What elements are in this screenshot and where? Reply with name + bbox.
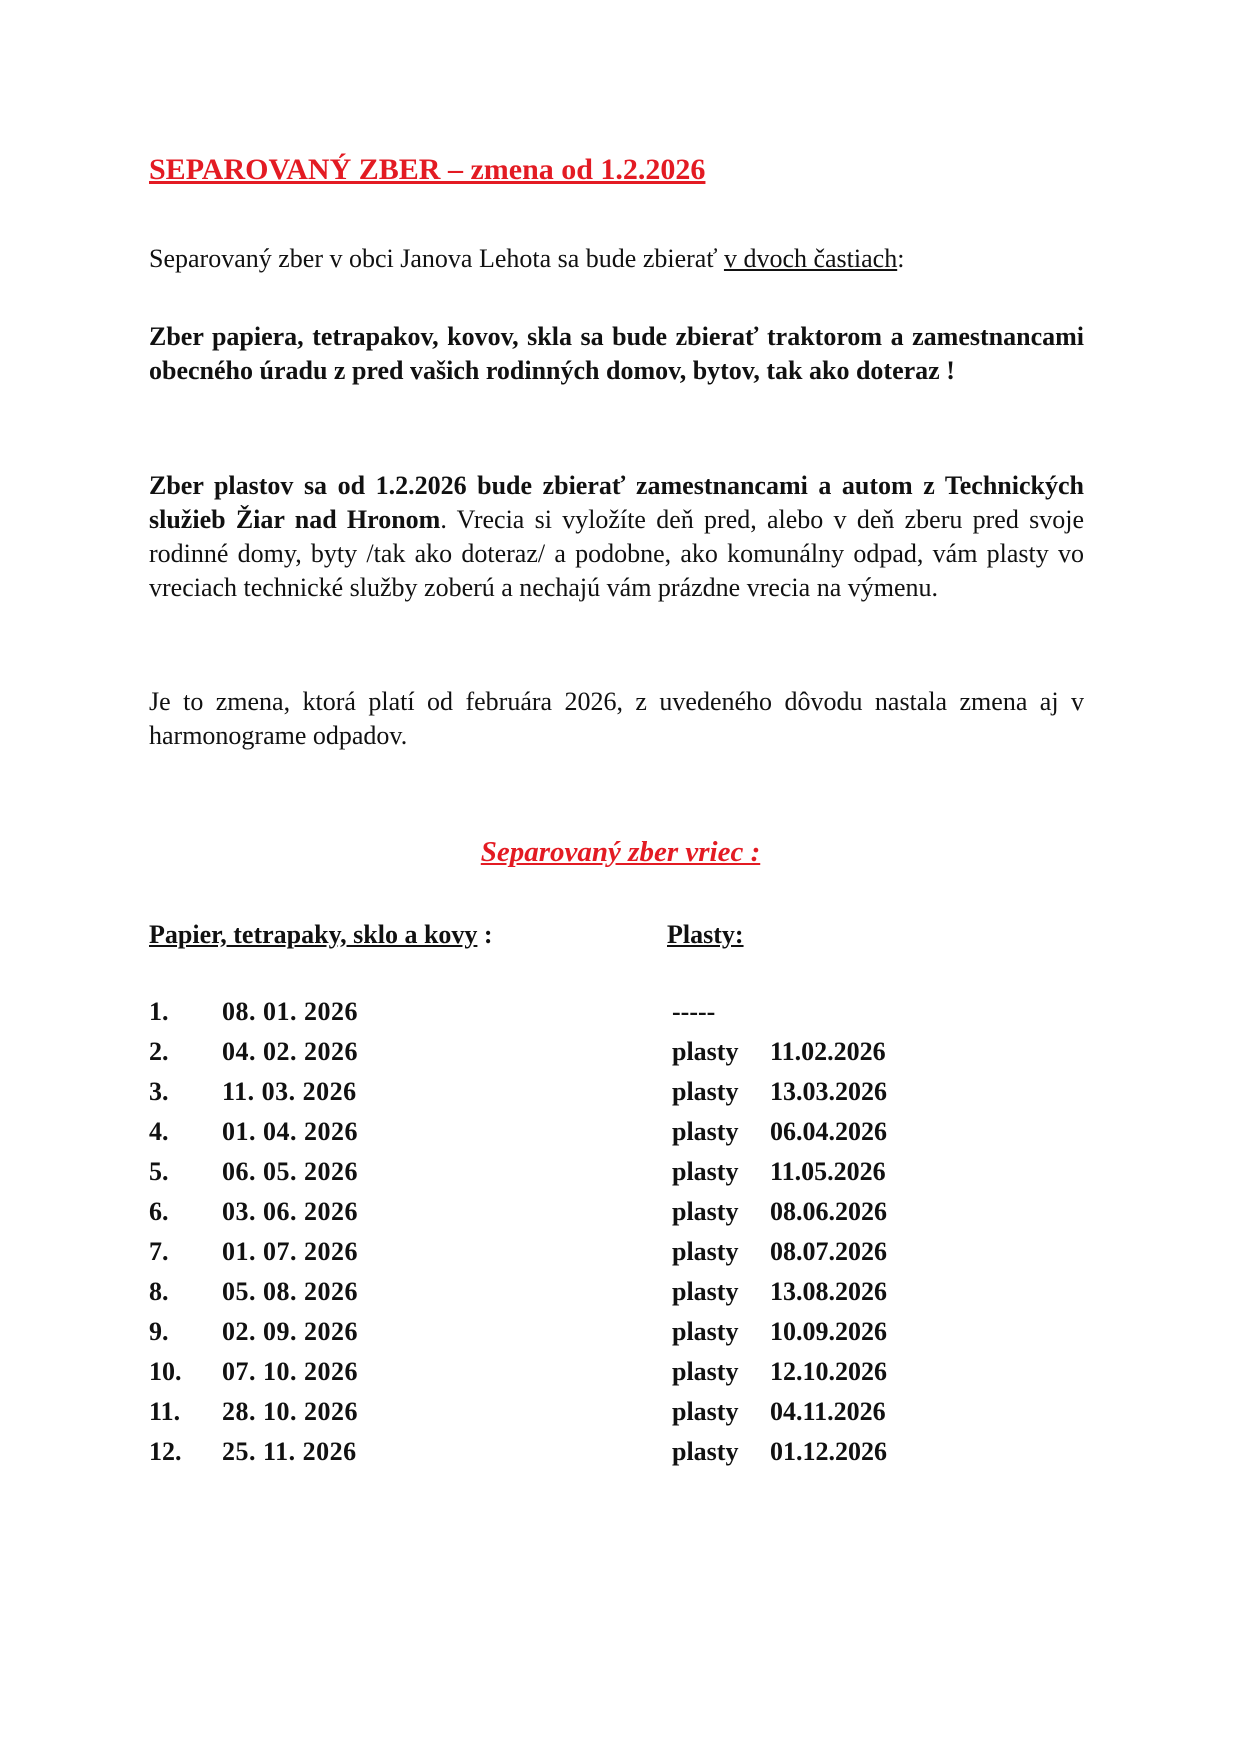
plastic-label: plasty bbox=[672, 1077, 739, 1106]
paper-column-header-suffix: : bbox=[477, 920, 493, 949]
change-note-paragraph: Je to zmena, ktorá platí od februára 2026, z uvedeného dôvodu nastala zmena aj v harmonograme odpadov. bbox=[149, 687, 1084, 750]
plastic-collection-date: 06.04.2026 bbox=[770, 1117, 887, 1146]
row-number: 3. bbox=[149, 1077, 169, 1106]
row-number: 12. bbox=[149, 1437, 182, 1466]
plastic-collection-date: 04.11.2026 bbox=[770, 1397, 886, 1426]
table-row bbox=[0, 997, 1241, 1037]
table-row bbox=[0, 1157, 1241, 1197]
paper-collection-date: 08. 01. 2026 bbox=[222, 997, 358, 1026]
plastic-collection-date: 13.03.2026 bbox=[770, 1077, 887, 1106]
plastics-collection-paragraph bbox=[149, 469, 1084, 605]
plastic-label: plasty bbox=[672, 1117, 739, 1146]
paper-column-header-text: Papier, tetrapaky, sklo a kovy bbox=[149, 920, 478, 949]
table-row bbox=[0, 1077, 1241, 1117]
plastic-collection-date: 10.09.2026 bbox=[770, 1317, 887, 1346]
plastic-label: plasty bbox=[672, 1277, 739, 1306]
plastic-label: plasty bbox=[672, 1397, 739, 1426]
no-plastic-collection-marker: ----- bbox=[672, 997, 716, 1026]
table-row bbox=[0, 1357, 1241, 1397]
paper-collection-date: 01. 07. 2026 bbox=[222, 1237, 358, 1266]
plastic-collection-date: 11.05.2026 bbox=[770, 1157, 886, 1186]
paper-collection-date: 01. 04. 2026 bbox=[222, 1117, 358, 1146]
plastic-label: plasty bbox=[672, 1317, 739, 1346]
intro-paragraph bbox=[149, 242, 1084, 276]
row-number: 9. bbox=[149, 1317, 169, 1346]
plastic-label: plasty bbox=[672, 1197, 739, 1226]
row-number: 4. bbox=[149, 1117, 169, 1146]
paper-collection-date: 11. 03. 2026 bbox=[222, 1077, 357, 1106]
plastics-bold-text: Zber plastov sa od 1.2.2026 bude zbierať zamestnancami a autom z Technických služieb Žiar nad Hronom bbox=[149, 471, 1084, 534]
paper-collection-date: 05. 08. 2026 bbox=[222, 1277, 358, 1306]
paper-collection-date: 06. 05. 2026 bbox=[222, 1157, 358, 1186]
paper-collection-date: 03. 06. 2026 bbox=[222, 1197, 358, 1226]
plastic-collection-date: 08.07.2026 bbox=[770, 1237, 887, 1266]
paper-collection-date: 25. 11. 2026 bbox=[222, 1437, 357, 1466]
intro-text: Separovaný zber v obci Janova Lehota sa bude zbierať bbox=[149, 244, 724, 273]
table-row bbox=[0, 1117, 1241, 1157]
schedule-table bbox=[0, 997, 1241, 1477]
plastic-label: plasty bbox=[672, 1237, 739, 1266]
plastics-column-header: Plasty: bbox=[667, 920, 744, 949]
paper-collection-date: 02. 09. 2026 bbox=[222, 1317, 358, 1346]
row-number: 10. bbox=[149, 1357, 182, 1386]
plastic-collection-date: 01.12.2026 bbox=[770, 1437, 887, 1466]
row-number: 11. bbox=[149, 1397, 181, 1426]
intro-underlined-text: v dvoch častiach bbox=[723, 244, 898, 273]
paper-collection-date: 04. 02. 2026 bbox=[222, 1037, 358, 1066]
plastic-collection-date: 12.10.2026 bbox=[770, 1357, 887, 1386]
plastic-collection-date: 08.06.2026 bbox=[770, 1197, 887, 1226]
plastic-label: plasty bbox=[672, 1037, 739, 1066]
paper-collection-date: 07. 10. 2026 bbox=[222, 1357, 358, 1386]
plastic-collection-date: 11.02.2026 bbox=[770, 1037, 886, 1066]
table-row bbox=[0, 1197, 1241, 1237]
plastic-label: plasty bbox=[672, 1437, 739, 1466]
table-row bbox=[0, 1437, 1241, 1477]
paper-column-header bbox=[149, 920, 493, 950]
table-row bbox=[0, 1237, 1241, 1277]
paper-collection-paragraph: Zber papiera, tetrapakov, kovov, skla sa bude zbierať traktorom a zamestnancami obecného úradu z pred vašich rodinných domov, bytov, tak ako doteraz ! bbox=[149, 322, 1084, 385]
row-number: 8. bbox=[149, 1277, 169, 1306]
intro-colon: : bbox=[897, 244, 905, 273]
plastics-normal-text: . Vrecia si vyložíte deň pred, alebo v deň zberu pred svoje rodinné domy, byty /tak ako doteraz/ a podobne, ako komunálny odpad, vám plasty vo vreciach technické služby zoberú a nechajú vám prázdne vrecia na výmenu. bbox=[149, 505, 1084, 602]
table-row bbox=[0, 1317, 1241, 1357]
plastic-label: plasty bbox=[672, 1157, 739, 1186]
row-number: 7. bbox=[149, 1237, 169, 1266]
table-row bbox=[0, 1397, 1241, 1437]
plastic-label: plasty bbox=[672, 1357, 739, 1386]
document-title: SEPAROVANÝ ZBER – zmena od 1.2.2026 bbox=[149, 153, 706, 186]
row-number: 1. bbox=[149, 997, 169, 1026]
row-number: 2. bbox=[149, 1037, 169, 1066]
table-row bbox=[0, 1277, 1241, 1317]
plastic-collection-date: 13.08.2026 bbox=[770, 1277, 887, 1306]
row-number: 6. bbox=[149, 1197, 169, 1226]
paper-collection-date: 28. 10. 2026 bbox=[222, 1397, 358, 1426]
row-number: 5. bbox=[149, 1157, 169, 1186]
table-row bbox=[0, 1037, 1241, 1077]
schedule-title: Separovaný zber vriec : bbox=[480, 836, 761, 868]
